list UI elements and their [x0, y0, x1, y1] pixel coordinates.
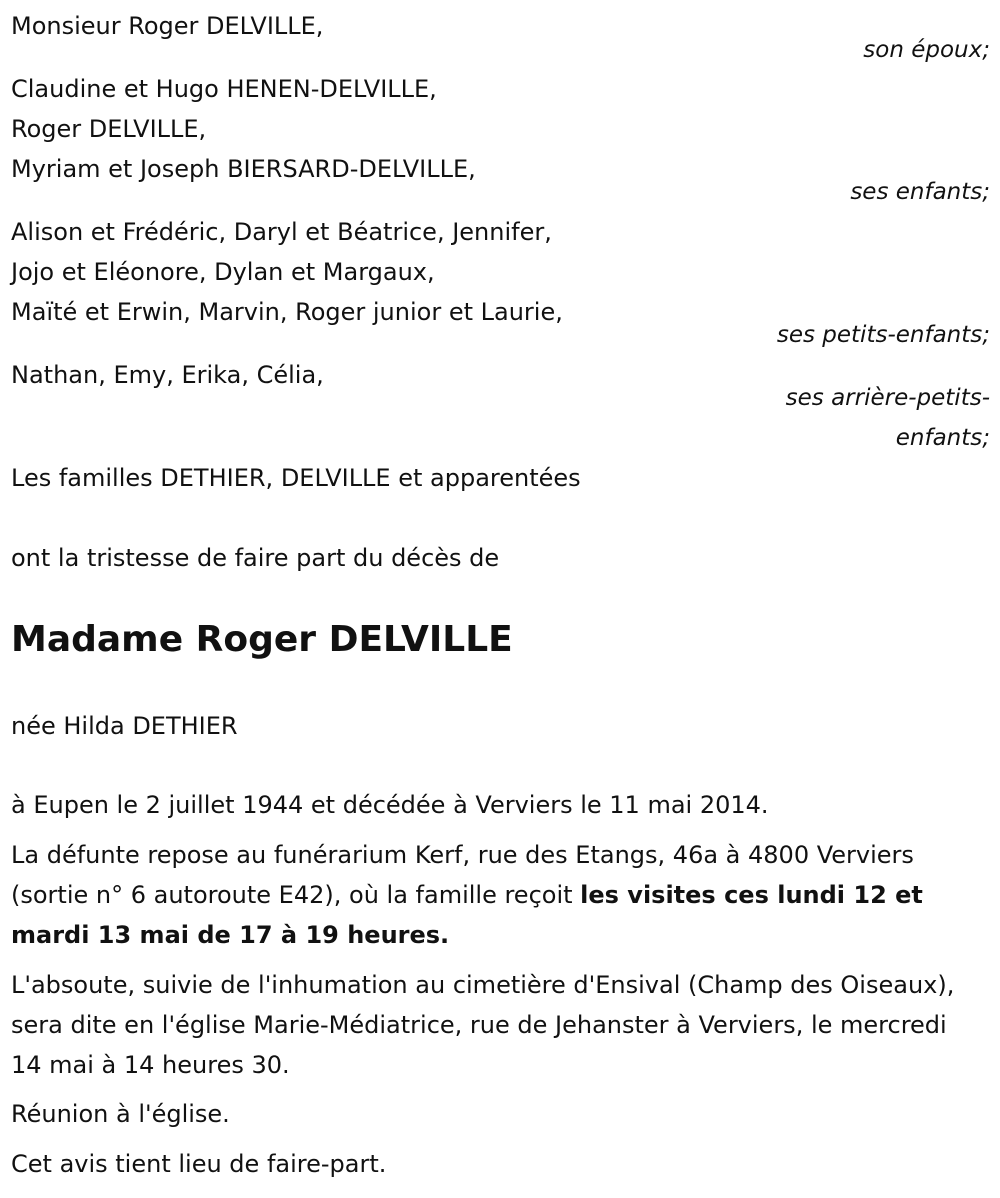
grandchild-line-3: Maïté et Erwin, Marvin, Roger junior et Laurie,: [11, 298, 563, 326]
grandchildren-role: ses petits-enfants;: [776, 322, 990, 348]
ceremony-paragraph: L'absoute, suivie de l'inhumation au cimetière d'Ensival (Champ des Oiseaux), sera dite en l'église Marie-Médiatrice, rue de Jehanster à Verviers, le mercredi 14 mai à 14 heures 30.: [11, 971, 955, 1079]
meeting-note: Réunion à l'église.: [11, 1100, 230, 1128]
announcement-text: ont la tristesse de faire part du décès de: [11, 544, 500, 572]
grandchild-line-1: Alison et Frédéric, Daryl et Béatrice, Jennifer,: [11, 218, 552, 246]
child-line-3: Myriam et Joseph BIERSARD-DELVILLE,: [11, 155, 476, 183]
funeral-home-text: La défunte repose au funérarium Kerf, rue des Etangs, 46a à 4800 Verviers (sortie n° 6 autoroute E42), où la famille reçoit: [11, 841, 914, 909]
funeral-home-paragraph: [11, 835, 971, 955]
great-grandchildren-role-line-2: enfants;: [895, 425, 990, 451]
extended-families: Les familles DETHIER, DELVILLE et apparentées: [11, 464, 581, 492]
child-line-1: Claudine et Hugo HENEN-DELVILLE,: [11, 75, 437, 103]
notice-note: Cet avis tient lieu de faire-part.: [11, 1150, 387, 1178]
child-line-2: Roger DELVILLE,: [11, 115, 207, 143]
birth-death-details: à Eupen le 2 juillet 1944 et décédée à Verviers le 11 mai 2014.: [11, 791, 769, 819]
spouse-name: Monsieur Roger DELVILLE,: [11, 12, 324, 40]
deceased-name: Madame Roger DELVILLE: [11, 619, 513, 660]
grandchild-line-2: Jojo et Eléonore, Dylan et Margaux,: [11, 258, 435, 286]
spouse-role: son époux;: [863, 37, 990, 63]
great-grandchildren-names: Nathan, Emy, Erika, Célia,: [11, 361, 324, 389]
maiden-name: née Hilda DETHIER: [11, 712, 238, 740]
children-role: ses enfants;: [850, 179, 990, 205]
great-grandchildren-role-line-1: ses arrière-petits-: [785, 385, 990, 411]
visiting-hours: les visites ces lundi 12 et mardi 13 mai de 17 à 19 heures.: [11, 881, 923, 949]
